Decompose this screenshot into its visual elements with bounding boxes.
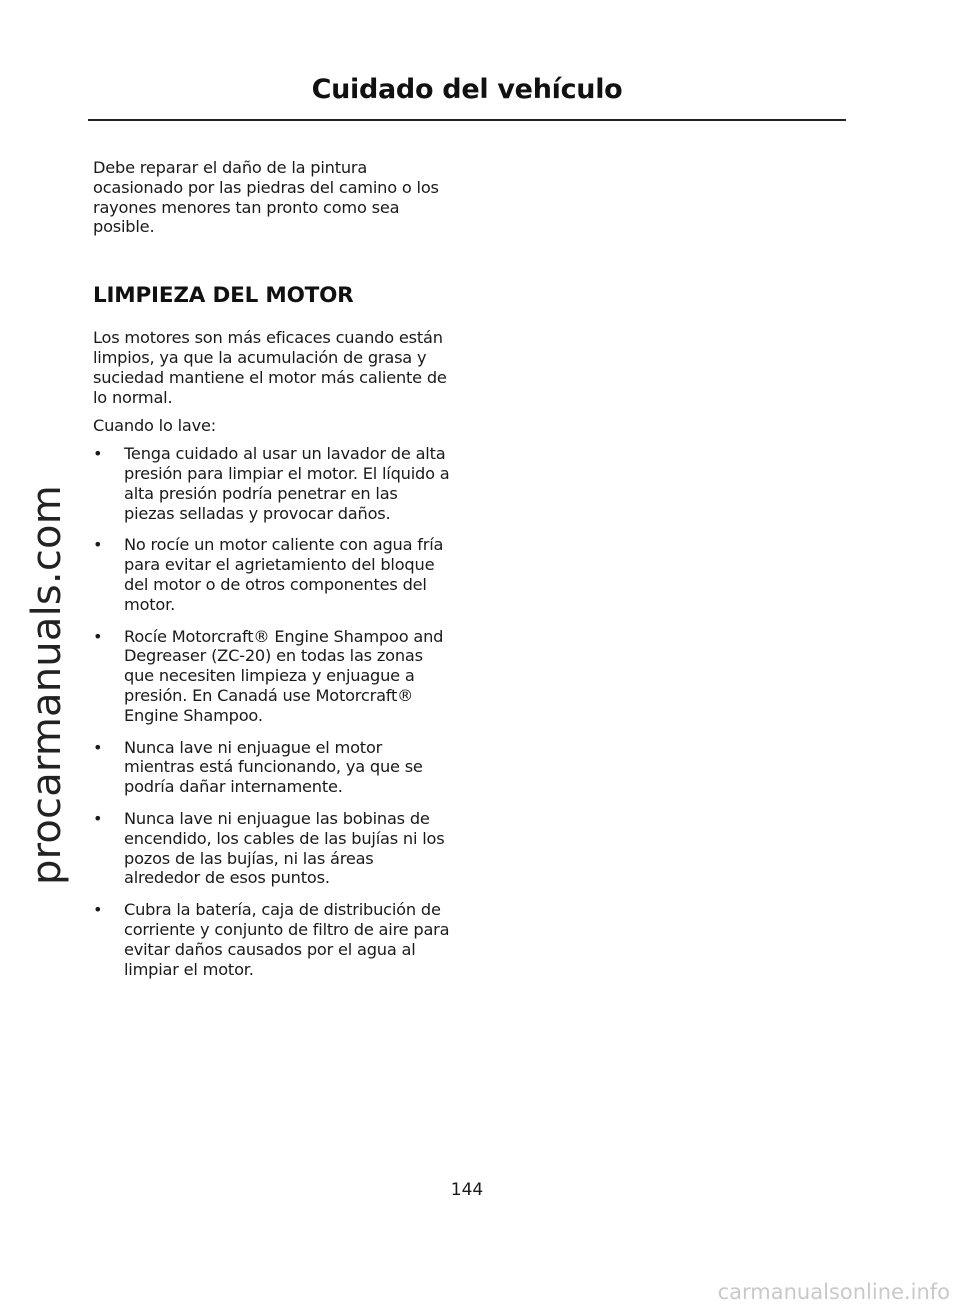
header-divider [88, 119, 846, 121]
list-item [93, 627, 451, 726]
list-item [93, 809, 451, 888]
side-watermark: procarmanuals.com [24, 485, 70, 885]
bullet-icon: • [93, 737, 103, 757]
page-header-title: Cuidado del vehículo [311, 74, 623, 105]
list-item-text: Cubra la batería, caja de distribución de corriente y conjunto de filtro de aire para evitar daños causados por el agua al limpiar el motor. [124, 900, 450, 979]
intro-paragraph: Debe reparar el daño de la pintura ocasionado por las piedras del camino o los rayones menores tan pronto como sea posible. [93, 158, 439, 237]
bullet-icon: • [93, 900, 103, 920]
list-item-text: No rocíe un motor caliente con agua fría para evitar el agrietamiento del bloque del motor o de otros componentes del motor. [124, 535, 444, 614]
list-item [93, 738, 451, 797]
list-intro: Cuando lo lave: [93, 416, 217, 436]
list-item [93, 900, 451, 979]
cleaning-instructions-list [93, 444, 451, 979]
list-item [93, 444, 451, 523]
bullet-icon: • [93, 808, 103, 828]
bullet-icon: • [93, 535, 103, 555]
page-number: 144 [450, 1180, 484, 1200]
list-item-text: Nunca lave ni enjuague las bobinas de encendido, los cables de las bujías ni los pozos de las bujías, ni las áreas alrededor de esos puntos. [124, 808, 445, 888]
list-item-text: Tenga cuidado al usar un lavador de alta presión para limpiar el motor. El líquido a alta presión podría penetrar en las piezas selladas y provocar daños. [124, 444, 450, 523]
content-column [93, 158, 451, 991]
list-item [93, 535, 451, 614]
bullet-icon: • [93, 444, 103, 464]
list-item-text: Rocíe Motorcraft® Engine Shampoo and Degreaser (ZC-20) en todas las zonas que necesiten limpieza y enjuague a presión. En Canadá use Motorcraft® Engine Shampoo. [124, 626, 444, 725]
bullet-icon: • [93, 626, 103, 646]
list-item-text: Nunca lave ni enjuague el motor mientras está funcionando, ya que se podría dañar internamente. [124, 737, 423, 797]
section-heading: LIMPIEZA DEL MOTOR [93, 283, 354, 309]
section-paragraph: Los motores son más eficaces cuando están limpios, ya que la acumulación de grasa y suciedad mantiene el motor más caliente de lo normal. [93, 328, 447, 407]
footer-site-watermark: carmanualsonline.info [717, 1280, 950, 1304]
